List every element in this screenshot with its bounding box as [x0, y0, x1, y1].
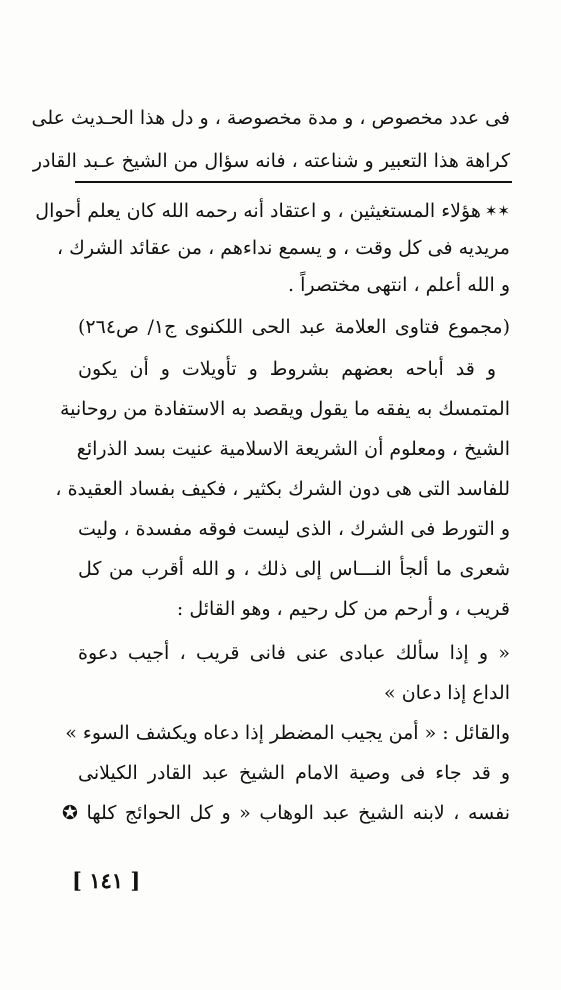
text-line-3	[35, 198, 510, 224]
footnote-separator	[75, 181, 512, 183]
text-line-16: والقائل : « أمن يجيب المضطر إذا دعاه ويكشف السوء »	[65, 722, 510, 744]
quran-quote-line-1: « و إذا سألك عبادى عنى فانى قريب ، أجيب دعوة	[78, 642, 510, 664]
footnote-mark: ✶✶	[484, 202, 510, 220]
text-line-9: الشيخ ، ومعلوم أن الشريعة الاسلامية عنيت بسد الذرائع	[76, 438, 510, 460]
quran-quote-line-2: الداع إذا دعان »	[384, 682, 510, 704]
text-line-13: قريب ، و أرحم من كل رحيم ، وهو القائل :	[176, 598, 510, 620]
text-line-11: و التورط فى الشرك ، الذى ليست فوقه مفسدة ، وليت	[78, 518, 510, 540]
text-line-3-body: هؤلاء المستغيثين ، و اعتقاد أنه رحمه الله كان يعلم أحوال	[35, 200, 481, 222]
text-line-2: كراهة هذا التعبير و شناعته ، فانه سؤال من الشيخ عـبد القادر	[32, 150, 510, 172]
text-line-7: و قد أباحه بعضهم بشروط و تأويلات و أن يكون	[78, 358, 496, 380]
text-line-5: و الله أعلم ، انتهى مختصراً .	[288, 274, 510, 296]
citation-line: (مجموع فتاوى العلامة عبد الحى اللكنوى ج١/ ص٢٦٤)	[78, 316, 510, 338]
text-line-4: مريديه فى كل وقت ، و يسمع نداءهم ، من عقائد الشرك ،	[57, 237, 510, 259]
page-number: [ ١٤١ ]	[72, 868, 141, 893]
text-line-18: نفسه ، لابنه الشيخ عبد الوهاب « و كل الحوائج كلها ✪	[62, 802, 510, 824]
text-line-1: فى عدد مخصوص ، و مدة مخصوصة ، و دل هذا الحـديث على	[31, 107, 510, 129]
text-line-12: شعرى ما ألجأ النـــاس إلى ذلك ، و الله أقرب من كل	[78, 558, 510, 580]
text-line-8: المتمسك به يفقه ما يقول ويقصد به الاستفادة من روحانية	[59, 398, 510, 420]
text-line-17: و قد جاء فى وصية الامام الشيخ عبد القادر الكيلانى	[78, 762, 510, 784]
text-line-10: للفاسد التى هى دون الشرك بكثير ، فكيف بفساد العقيدة ،	[55, 478, 510, 500]
